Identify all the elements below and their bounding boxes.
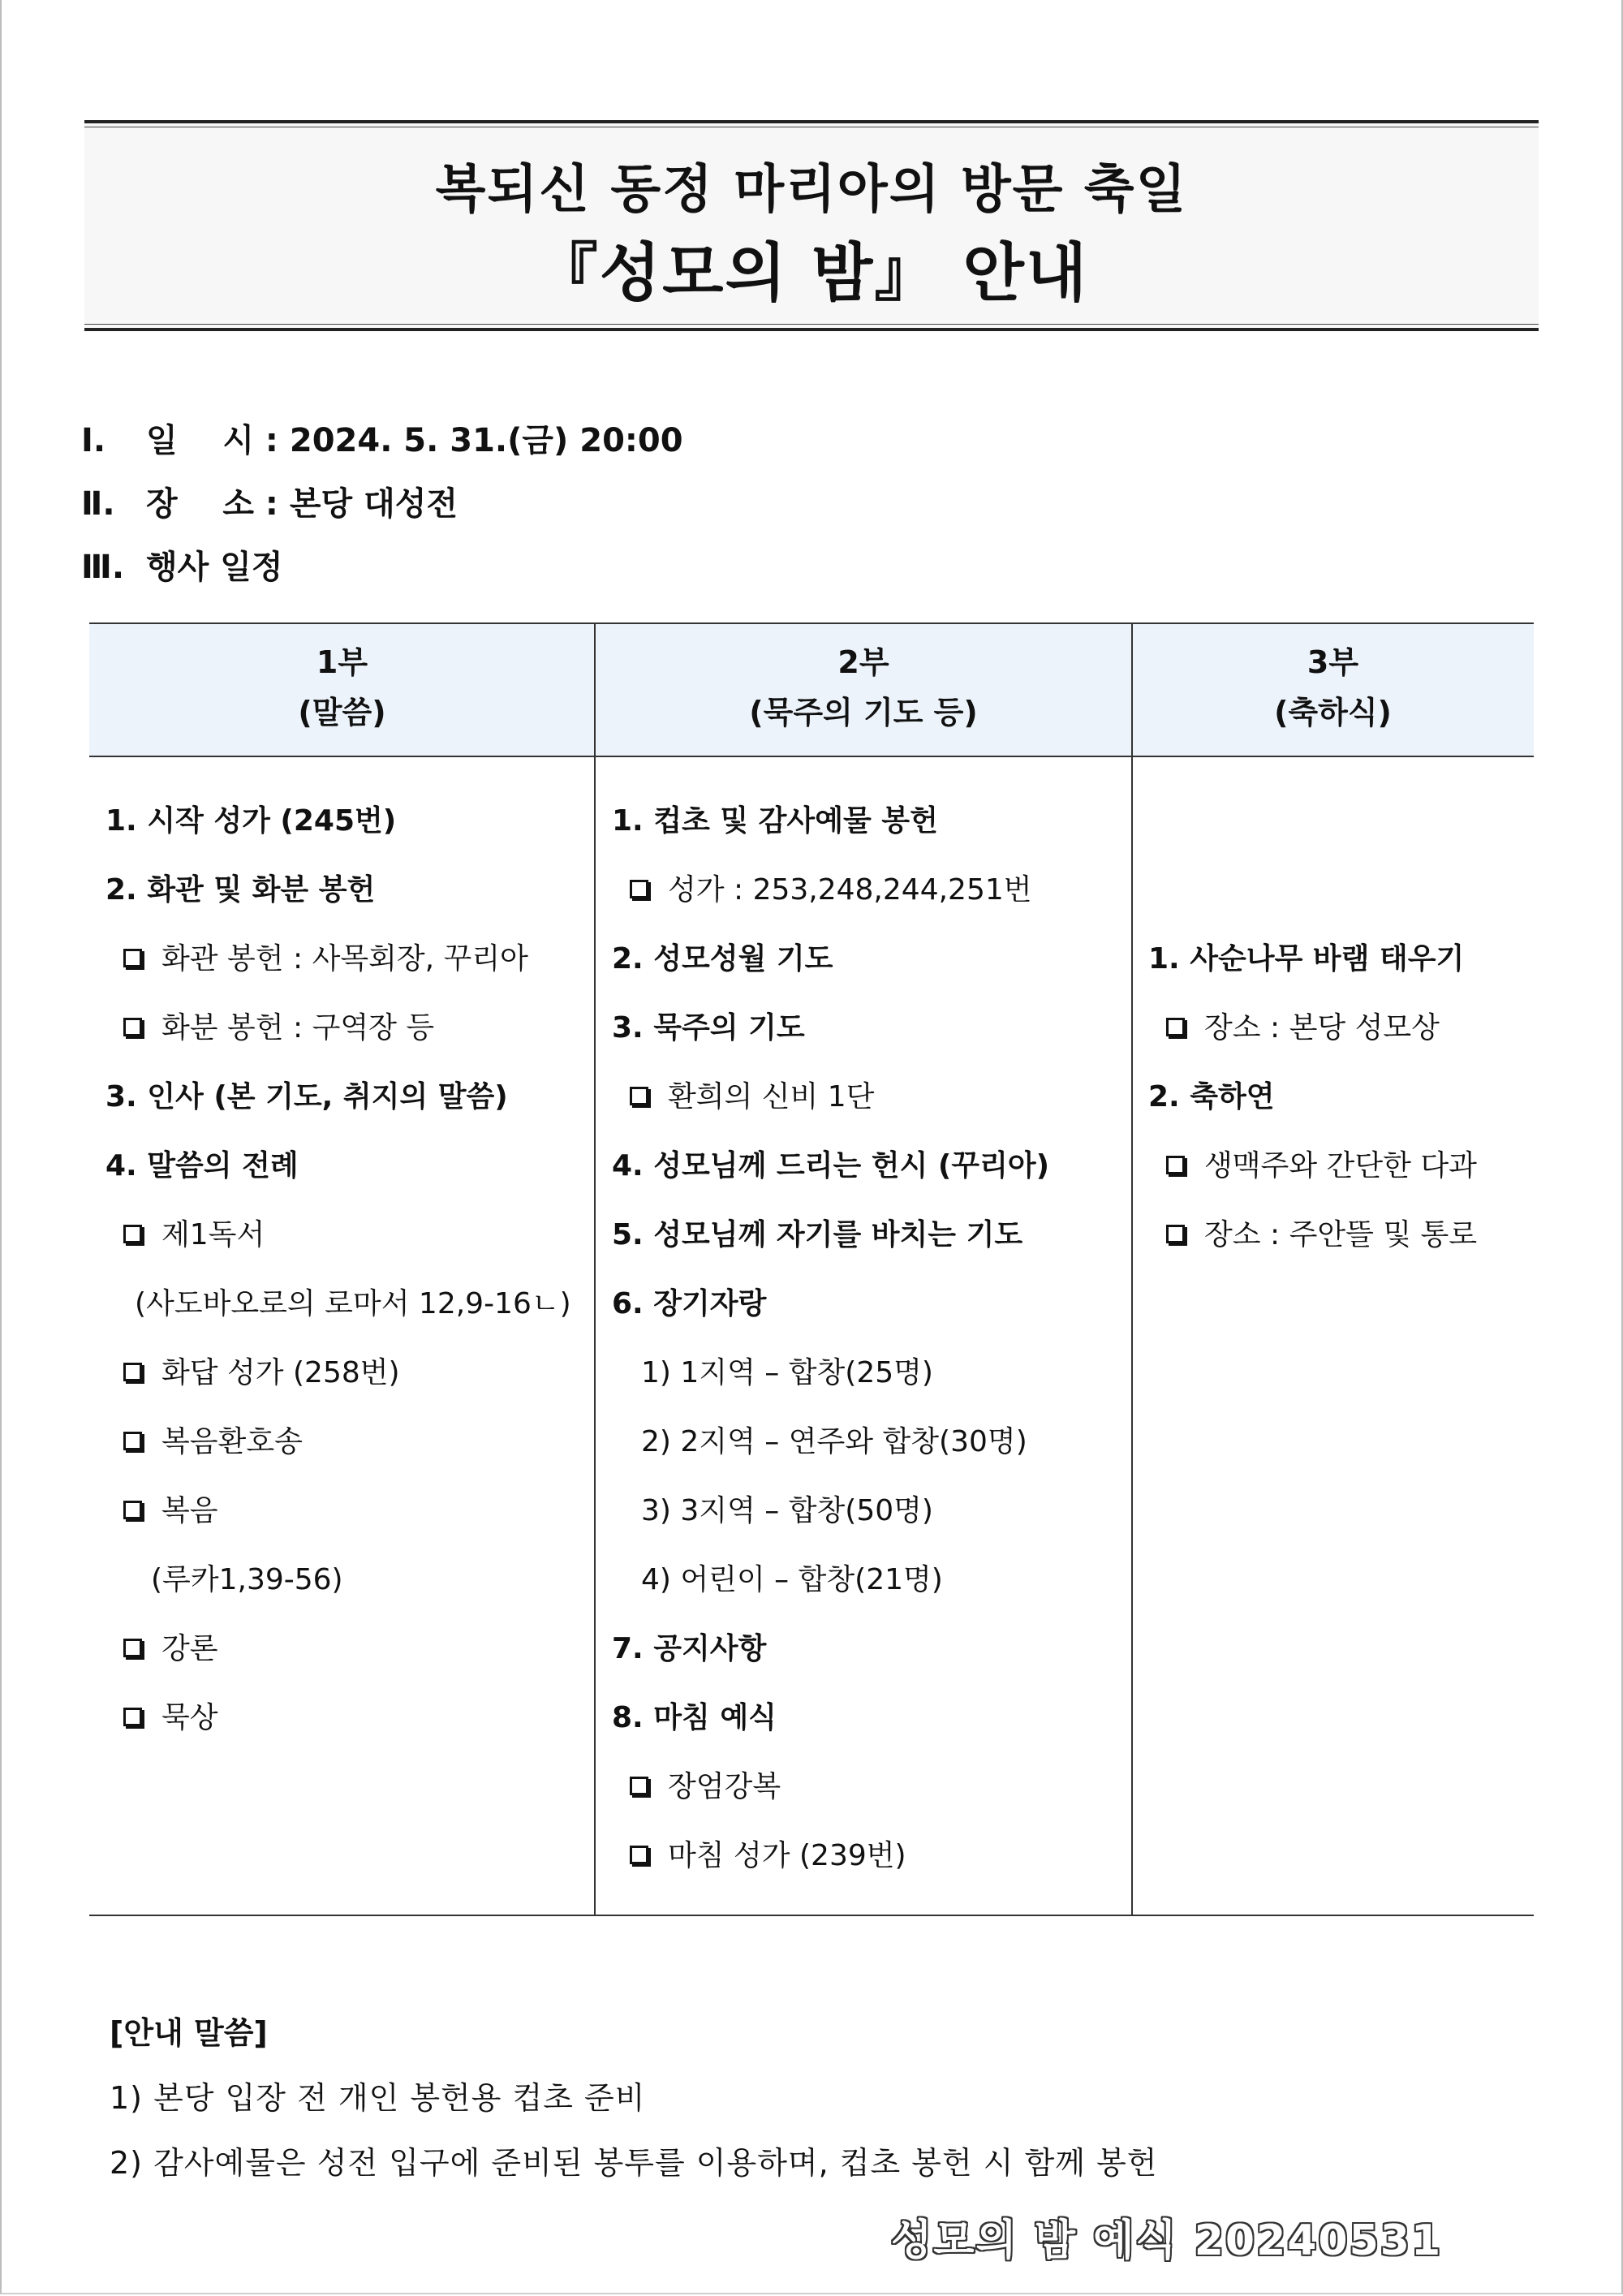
checkbox-icon [1166, 1018, 1185, 1036]
part3-subitem [1148, 993, 1530, 1062]
checkbox-icon [123, 1708, 142, 1726]
checkbox-icon [1166, 1225, 1185, 1243]
checkbox-icon [123, 1639, 142, 1657]
info-date-label: 일 시 [146, 422, 254, 459]
info-place-number: Ⅱ. [81, 485, 115, 523]
checkbox-icon [123, 1432, 142, 1450]
part2-subitem [612, 1062, 1123, 1131]
info-place-value: 본당 대성전 [289, 485, 458, 523]
schedule-header-row [89, 624, 1534, 757]
column-divider [1131, 624, 1133, 1915]
checkbox-icon [123, 1363, 142, 1381]
info-place-label: 장 소 [146, 485, 254, 523]
checkbox-icon [123, 949, 142, 967]
part2-item: 4. 성모님께 드리는 헌시 (꾸리아) [612, 1149, 1050, 1182]
checkbox-icon [630, 1846, 648, 1864]
part2-subitem-text: 환희의 신비 1단 [668, 1080, 875, 1114]
part1-list [105, 786, 592, 1752]
part3-item: 1. 사순나무 바램 태우기 [1148, 942, 1465, 976]
part1-subitem [105, 1614, 592, 1683]
part1-subitem-text: 화관 봉헌 : 사목회장, 꾸리아 [161, 942, 528, 976]
part3-list [1148, 924, 1530, 1269]
part1-subitem [105, 1200, 592, 1269]
part1-subitem-text: 복음환호송 [161, 1425, 303, 1458]
info-place-sep: : [265, 485, 278, 523]
part2-performance: 3) 3지역 – 합창(50명) [641, 1494, 933, 1527]
part1-item: 3. 인사 (본 기도, 취지의 말씀) [105, 1080, 508, 1114]
checkbox-icon [630, 1087, 648, 1105]
checkbox-icon [123, 1501, 142, 1519]
part2-list [612, 786, 1123, 1890]
header-part2-title: 2부 [837, 644, 889, 680]
part2-item: 1. 컵초 및 감사예물 봉헌 [612, 804, 938, 838]
title-box [84, 120, 1539, 331]
checkbox-icon [1166, 1156, 1185, 1174]
title-feast: 복되신 동정 마리아의 방문 축일 [435, 160, 1188, 220]
part2-item: 6. 장기자랑 [612, 1287, 767, 1320]
part2-item: 8. 마침 예식 [612, 1701, 777, 1734]
header-part3-title: 3부 [1307, 644, 1359, 680]
header-part3 [1132, 624, 1534, 756]
guidance-notes [110, 2001, 1158, 2195]
part3-subitem [1148, 1131, 1530, 1200]
part2-item: 3. 묵주의 기도 [612, 1011, 805, 1045]
part2-subitem-text: 마침 성가 (239번) [668, 1839, 906, 1872]
header-part1 [89, 624, 595, 756]
document-footer-id: 성모의 밤 예식 20240531 [891, 2216, 1443, 2265]
checkbox-icon [630, 1777, 648, 1795]
part3-subitem [1148, 1200, 1530, 1269]
checkbox-icon [123, 1018, 142, 1036]
part1-subitem-text: 강론 [161, 1632, 218, 1665]
part1-subitem [105, 924, 592, 993]
header-part3-subtitle: (축하식) [1274, 695, 1392, 730]
notes-item: 2) 감사예물은 성전 입구에 준비된 봉투를 이용하며, 컵초 봉헌 시 함께 봉헌 [110, 2145, 1158, 2181]
part1-item: 4. 말씀의 전례 [105, 1149, 299, 1182]
title-event: 『성모의 밤』 안내 [534, 237, 1089, 310]
part2-performance: 1) 1지역 – 합창(25명) [641, 1356, 933, 1389]
checkbox-icon [123, 1225, 142, 1243]
part1-subitem [105, 1683, 592, 1752]
part1-subitem [105, 1407, 592, 1476]
part2-subitem-text: 장엄강복 [668, 1770, 781, 1803]
info-date-sep: : [265, 422, 278, 459]
part1-subitem [105, 1476, 592, 1545]
part2-item: 2. 성모성월 기도 [612, 942, 833, 976]
part1-subitem-text: 화답 성가 (258번) [161, 1356, 400, 1389]
part2-subitem-text: 성가 : 253,248,244,251번 [668, 873, 1032, 907]
schedule-table [89, 622, 1534, 1916]
part1-subitem [105, 1338, 592, 1407]
part1-subitem-text: 복음 [161, 1494, 218, 1527]
part1-note: (사도바오로의 로마서 12,9-16ㄴ) [135, 1287, 571, 1320]
checkbox-icon [630, 880, 648, 898]
notes-heading: [안내 말씀] [110, 2015, 268, 2051]
part1-item: 1. 시작 성가 (245번) [105, 804, 397, 838]
part1-subitem [105, 993, 592, 1062]
column-divider [594, 624, 596, 1915]
header-part1-subtitle: (말씀) [298, 695, 386, 730]
notes-item: 1) 본당 입장 전 개인 봉헌용 컵초 준비 [110, 2080, 646, 2116]
info-date-number: Ⅰ. [81, 422, 106, 459]
part2-performance: 4) 어린이 – 합창(21명) [641, 1563, 943, 1596]
part1-item: 2. 화관 및 화분 봉헌 [105, 873, 376, 907]
part3-item: 2. 축하연 [1148, 1080, 1275, 1114]
info-date-value: 2024. 5. 31.(금) 20:00 [289, 422, 683, 459]
part3-subitem-text: 생맥주와 간단한 다과 [1204, 1149, 1477, 1182]
header-part2 [595, 624, 1132, 756]
part2-performance: 2) 2지역 – 연주와 합창(30명) [641, 1425, 1027, 1458]
part2-subitem [612, 855, 1123, 924]
info-schedule-number: Ⅲ. [81, 549, 125, 586]
info-date [81, 420, 683, 461]
part2-subitem [612, 1821, 1123, 1890]
info-schedule-label: 행사 일정 [146, 549, 283, 586]
part3-subitem-text: 장소 : 주안뜰 및 통로 [1204, 1218, 1478, 1251]
header-part1-title: 1부 [316, 644, 368, 680]
part3-subitem-text: 장소 : 본당 성모상 [1204, 1011, 1440, 1045]
header-part2-subtitle: (묵주의 기도 등) [749, 695, 978, 730]
part1-subitem-text: 제1독서 [161, 1218, 265, 1251]
part1-subitem-text: 화분 봉헌 : 구역장 등 [161, 1011, 435, 1045]
part2-subitem [612, 1752, 1123, 1821]
info-place [81, 484, 458, 524]
info-schedule [81, 547, 283, 588]
part2-item: 5. 성모님께 자기를 바치는 기도 [612, 1218, 1023, 1251]
part1-subitem-text: 묵상 [161, 1701, 218, 1734]
part1-note: (루카1,39-56) [151, 1563, 343, 1596]
part2-item: 7. 공지사항 [612, 1632, 767, 1665]
